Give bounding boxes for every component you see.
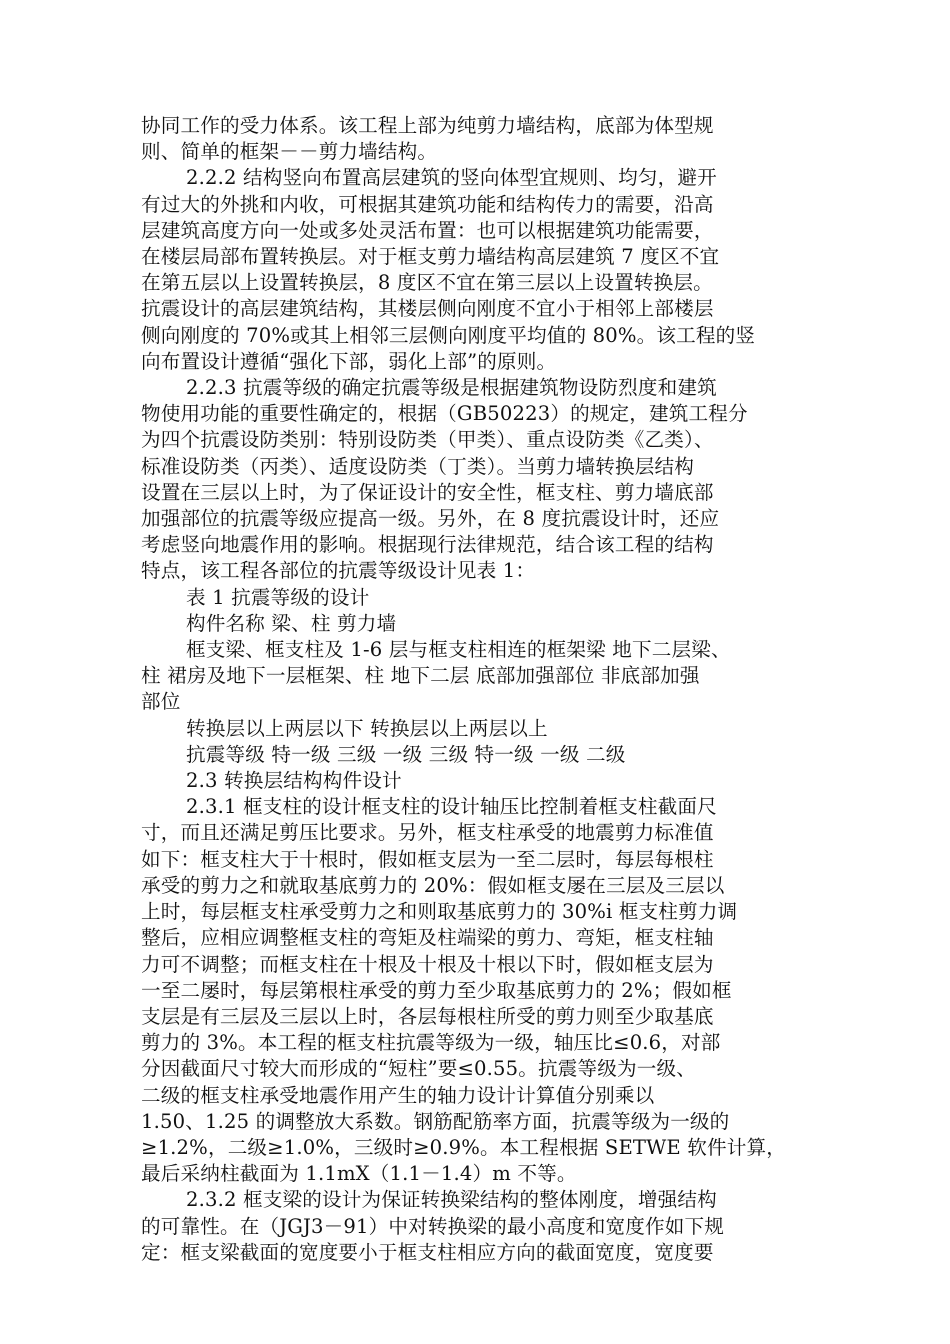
text-line: 标准设防类（丙类）、适度设防类（丁类）。当剪力墙转换层结构 — [141, 454, 694, 478]
text-line: 2.2.3 抗震等级的确定抗震等级是根据建筑物设防烈度和建筑 — [186, 376, 717, 400]
text-line: 2.3.1 框支柱的设计框支柱的设计轴压比控制着框支柱截面尺 — [186, 795, 717, 819]
text-line: 物使用功能的重要性确定的，根据（GB50223）的规定，建筑工程分 — [141, 402, 748, 426]
text-line: 转换层以上两层以下 转换层以上两层以上 — [186, 716, 548, 740]
text-line: 表 1 抗震等级的设计 — [186, 585, 370, 609]
text-line: 2.3 转换层结构构件设计 — [186, 769, 402, 793]
text-line: 2.3.2 框支梁的设计为保证转换梁结构的整体刚度，增强结构 — [186, 1188, 717, 1212]
text-line: 有过大的外挑和内收，可根据其建筑功能和结构传力的需要，沿高 — [141, 192, 714, 216]
text-line: 在第五层以上设置转换层，8 度区不宜在第三层以上设置转换层。 — [141, 271, 713, 295]
text-line: 考虑竖向地震作用的影响。根据现行法律规范，结合该工程的结构 — [141, 533, 714, 557]
text-line: 如下：框支柱大于十根时，假如框支层为一至二层时，每层每根柱 — [141, 847, 714, 871]
text-line: ≥1.2%，二级≥1.0%，三级时≥0.9%。本工程根据 SETWE 软件计算， — [141, 1135, 786, 1159]
document-body — [141, 113, 821, 1266]
text-line: 为四个抗震设防类别：特别设防类（甲类）、重点设防类《乙类）、 — [141, 428, 714, 452]
text-line: 侧向刚度的 70%或其上相邻三层侧向刚度平均值的 80%。该工程的竖 — [141, 323, 756, 347]
text-line: 部位 — [141, 690, 181, 714]
text-line: 设置在三层以上时，为了保证设计的安全性，框支柱、剪力墙底部 — [141, 480, 714, 504]
text-line: 整后，应相应调整框支柱的弯矩及柱端梁的剪力、弯矩，框支柱轴 — [141, 926, 714, 950]
text-line: 协同工作的受力体系。该工程上部为纯剪力墙结构，底部为体型规 — [141, 114, 714, 137]
text-line: 二级的框支柱承受地震作用产生的轴力设计计算值分别乘以 — [141, 1083, 655, 1107]
text-line: 向布置设计遵循“强化下部，弱化上部”的原则。 — [141, 349, 557, 373]
text-line: 寸，而且还满足剪压比要求。另外，框支柱承受的地震剪力标准值 — [141, 821, 714, 845]
text-line: 剪力的 3%。本工程的框支柱抗震等级为一级，轴压比≤0.6，对部 — [141, 1031, 721, 1055]
text-line: 框支梁、框支柱及 1-6 层与框支柱相连的框架梁 地下二层梁、 — [186, 638, 731, 662]
text-line: 上时，每层框支柱承受剪力之和则取基底剪力的 30%i 框支柱剪力调 — [141, 900, 738, 924]
text-line: 柱 裙房及地下一层框架、柱 地下二层 底部加强部位 非底部加强 — [141, 664, 700, 688]
text-line: 在楼层局部布置转换层。对于框支剪力墙结构高层建筑 7 度区不宜 — [141, 245, 720, 269]
text-line: 的可靠性。在（JGJ3－91）中对转换梁的最小高度和宽度作如下规 — [141, 1214, 724, 1238]
text-line: 抗震等级 特一级 三级 一级 三级 特一级 一级 二级 — [186, 742, 626, 766]
text-line: 1.50、1.25 的调整放大系数。钢筋配筋率方面，抗震等级为一级的 — [141, 1109, 730, 1133]
text-line: 最后采纳柱截面为 1.1mX（1.1－1.4）m 不等。 — [141, 1162, 577, 1186]
text-line: 抗震设计的高层建筑结构，其楼层侧向刚度不宜小于相邻上部楼层 — [141, 297, 714, 321]
text-line: 承受的剪力之和就取基底剪力的 20%：假如框支屡在三层及三层以 — [141, 873, 725, 897]
text-line: 力可不调整；而框支柱在十根及十根及十根以下时，假如框支层为 — [141, 952, 714, 976]
text-line: 支层是有三层及三层以上时，各层每根柱所受的剪力则至少取基底 — [141, 1004, 714, 1028]
text-line: 一至二屡时，每层第根柱承受的剪力至少取基底剪力的 2%；假如框 — [141, 978, 732, 1002]
text-line: 定：框支梁截面的宽度要小于框支柱相应方向的截面宽度，宽度要 — [141, 1240, 714, 1264]
text-line: 分因截面尺寸较大而形成的“短柱”要≤0.55。抗震等级为一级、 — [141, 1057, 696, 1081]
text-line: 2.2.2 结构竖向布置高层建筑的竖向体型宜规则、均匀，避开 — [186, 166, 717, 190]
text-line: 特点，该工程各部位的抗震等级设计见表 1： — [141, 559, 536, 583]
text-line: 则、简单的框架－－剪力墙结构。 — [141, 140, 438, 164]
text-line: 构件名称 梁、柱 剪力墙 — [186, 611, 397, 635]
text-line: 层建筑高度方向一处或多处灵活布置：也可以根据建筑功能需要， — [141, 218, 714, 242]
text-line: 加强部位的抗震等级应提高一级。另外，在 8 度抗震设计时，还应 — [141, 507, 720, 531]
